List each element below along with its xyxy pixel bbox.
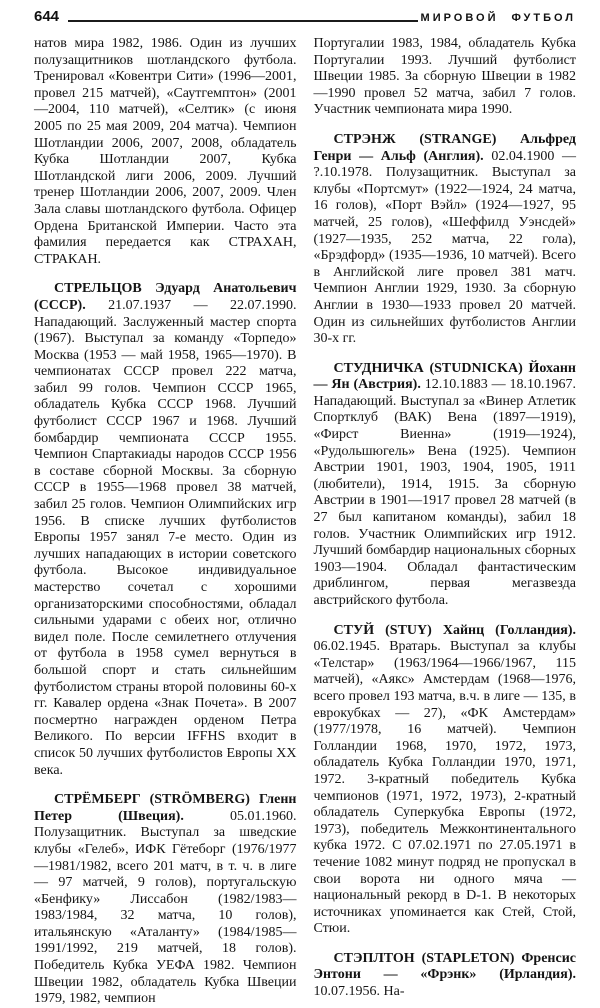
entry-headword: СТУДНИЧКА (STUDNICKA) Йоханн — Ян (Австрия). — [313, 360, 576, 393]
left-column — [34, 36, 297, 1008]
page-number: 644 — [34, 8, 60, 25]
entry-strange — [314, 132, 577, 348]
paragraph-text: натов мира 1982, 1986. Один из лучших полузащитников шотландского футбола. Тренировал «Ковентри Сити» (1996—2001, провел 215 матчей), «Саутгемптон» (2001—2004, 110 матчей), «Селтик» (с июня 2005 по 25 мая 2009, 204 матча). Чемпион Шотландии 2006, 2007, 2008, обладатель Кубка Шотландии 2007, Кубка Шотландской лиги 2006, 2009. Лучший тренер Шотландии 2006, 2007, 2009. Член Зала славы шотландского футбола. Офицер Ордена Британской Империи. Часто эта фамилия передается как СТРАХАН, СТРАКАН. — [34, 36, 297, 267]
entry-stromberg — [34, 792, 297, 1008]
entry-body: 21.07.1937 — 22.07.1990. Нападающий. Заслуженный мастер спорта (1967). Выступал за команду «Торпедо» Москва (1953 — май 1958, 1965—1970). В чемпионатах СССР провел 222 матча, забил 99 голов. Чемпион СССР 1965, обладатель Кубка СССР 1968. Лучший футболист СССР 1967 и 1968. Лучший бомбардир чемпионата СССР 1955. Чемпион Спартакиады народов СССР 1956 в составе сборной Москвы. За сборную СССР в 1955—1968 провел 38 матчей, забил 25 голов. Чемпион Олимпийских игр 1956. В списке лучших футболистов Европы 1957 занял 7-е место. Один из лучших нападающих в истории советского футбола. Высокое индивидуальное мастерство сочетал с хорошими организаторскими способностями, обладал сильными ударами с обеих ног, отлично видел поле. После семилетнего отлучения от футбола в 1958 сумел вернуться в большой спорт и стать сильнейшим футболистом страны второй половины 60-х гг. Кавалер ордена «Знак Почета». В 2007 посмертно награжден орденом Петра Великого. По версии IFFHS входит в список 50 лучших футболистов Европы XX века. — [34, 297, 297, 778]
continued-paragraph-stromberg — [314, 36, 577, 119]
entry-headword: СТРЭНЖ (STRANGE) Альфред Генри — Альф (Англия). — [313, 131, 576, 164]
entry-studnicka — [314, 361, 577, 610]
entry-stapleton — [314, 951, 577, 1001]
entry-streltsov — [34, 281, 297, 779]
entry-headword: СТЭПЛТОН (STAPLETON) Френсис Энтони — «Фрэнк» (Ирландия). — [313, 950, 576, 983]
entry-headword: СТРЕЛЬЦОВ Эдуард Анатольевич (СССР). — [34, 281, 297, 313]
two-column-text — [34, 36, 576, 1008]
right-column — [314, 36, 577, 1008]
continued-paragraph-strachan — [34, 36, 297, 268]
entry-body: 06.02.1945. Вратарь. Выступал за клубы «Телстар» (1963/1964—1966/1967, 115 матчей), «Аякс» Амстердам (1968—1976, всего провел 193 матча, в.ч. в лиге — 135, в еврокубках — 27), «ФК Амстердам» (1977/1978, 16 матчей). Чемпион Голландии 1968, 1970, 1972, 1973, обладатель Кубка Голландии 1970, 1971, 1972. 3-кратный победитель Кубка чемпионов (1971, 1972, 1973), 2-кратный обладатель Суперкубка Европы (1972, 1973), победитель Межконтинентального кубка 1972. С 07.02.1971 по 27.05.1971 в течение 1082 минут подряд не пропускал в свои ворота ни одного мяча — национальный рекорд в D-1. В некоторых источниках упоминается как Стей, Стой, Стюи. — [313, 639, 576, 937]
entry-headword: СТУЙ (STUY) Хайнц (Голландия). — [333, 622, 576, 638]
page-header — [34, 9, 576, 24]
entry-headword: СТРЁМБЕРГ (STRÖMBERG) Гленн Петер (Швеция). — [34, 792, 297, 824]
entry-body: 10.07.1956. На- — [313, 984, 405, 1000]
header-rule — [68, 20, 418, 22]
entry-stuy — [314, 623, 577, 938]
paragraph-text: Португалии 1983, 1984, обладатель Кубка Португалии 1993. Лучший футболист Швеции 1985. За сборную Швеции в 1982—1990 провел 52 матча, забил 7 голов. Участник чемпионата мира 1990. — [313, 36, 576, 118]
header-title: МИРОВОЙ ФУТБОЛ — [420, 12, 576, 24]
entry-body: 02.04.1900 — ?.10.1978. Полузащитник. Выступал за клубы «Портсмут» (1922—1924, 24 матча, 16 голов), «Порт Вэйл» (1924—1927, 95 матчей, 25 голов), «Шеффилд Уэнсдей» (1927—1935, 252 матча, 22 гола), «Брэдфорд» (1935—1936, 10 матчей). Всего в Английской лиге провел 381 матч. Чемпион Англии 1929, 1930. За сборную Англии в 1930—1933 провел 20 матчей. Один из сильнейших футболистов Англии 30-х гг. — [313, 148, 577, 347]
entry-body: 12.10.1883 — 18.10.1967. Нападающий. Выступал за «Винер Атлетик Спортклуб (ВАК) Вена (1897—1919), «Фирст Виенна» (1919—1924), «Рудольшюгель» Вена (1925). Чемпион Австрии 1901, 1903, 1904, 1905, 1911 (любители), 1914, 1915. За сборную Австрии в 1901—1917 провел 28 матчей (в 27 был капитаном команды), забил 18 голов. Участник Олимпийских игр 1912. Лучший бомбардир национальных сборных 1903—1904. Обладал фантастическим дриблингом, первая мегазвезда австрийского футбола. — [313, 377, 577, 608]
entry-body: 05.01.1960. Полузащитник. Выступал за шведские клубы «Гелеб», ИФК Гётеборг (1976/1977—1981/1982, всего 201 матч, в т. ч. в лиге — 97 матчей, 9 голов), португальскую «Бенфику» Лиссабон (1982/1983—1983/1984, 32 матча, 10 голов), итальянскую «Аталанту» (1984/1985—1991/1992, 219 матчей, 18 голов). Победитель Кубка УЕФА 1982. Чемпион Швеции 1982, обладатель Кубка Швеции 1979, 1982, чемпион — [34, 808, 297, 1007]
